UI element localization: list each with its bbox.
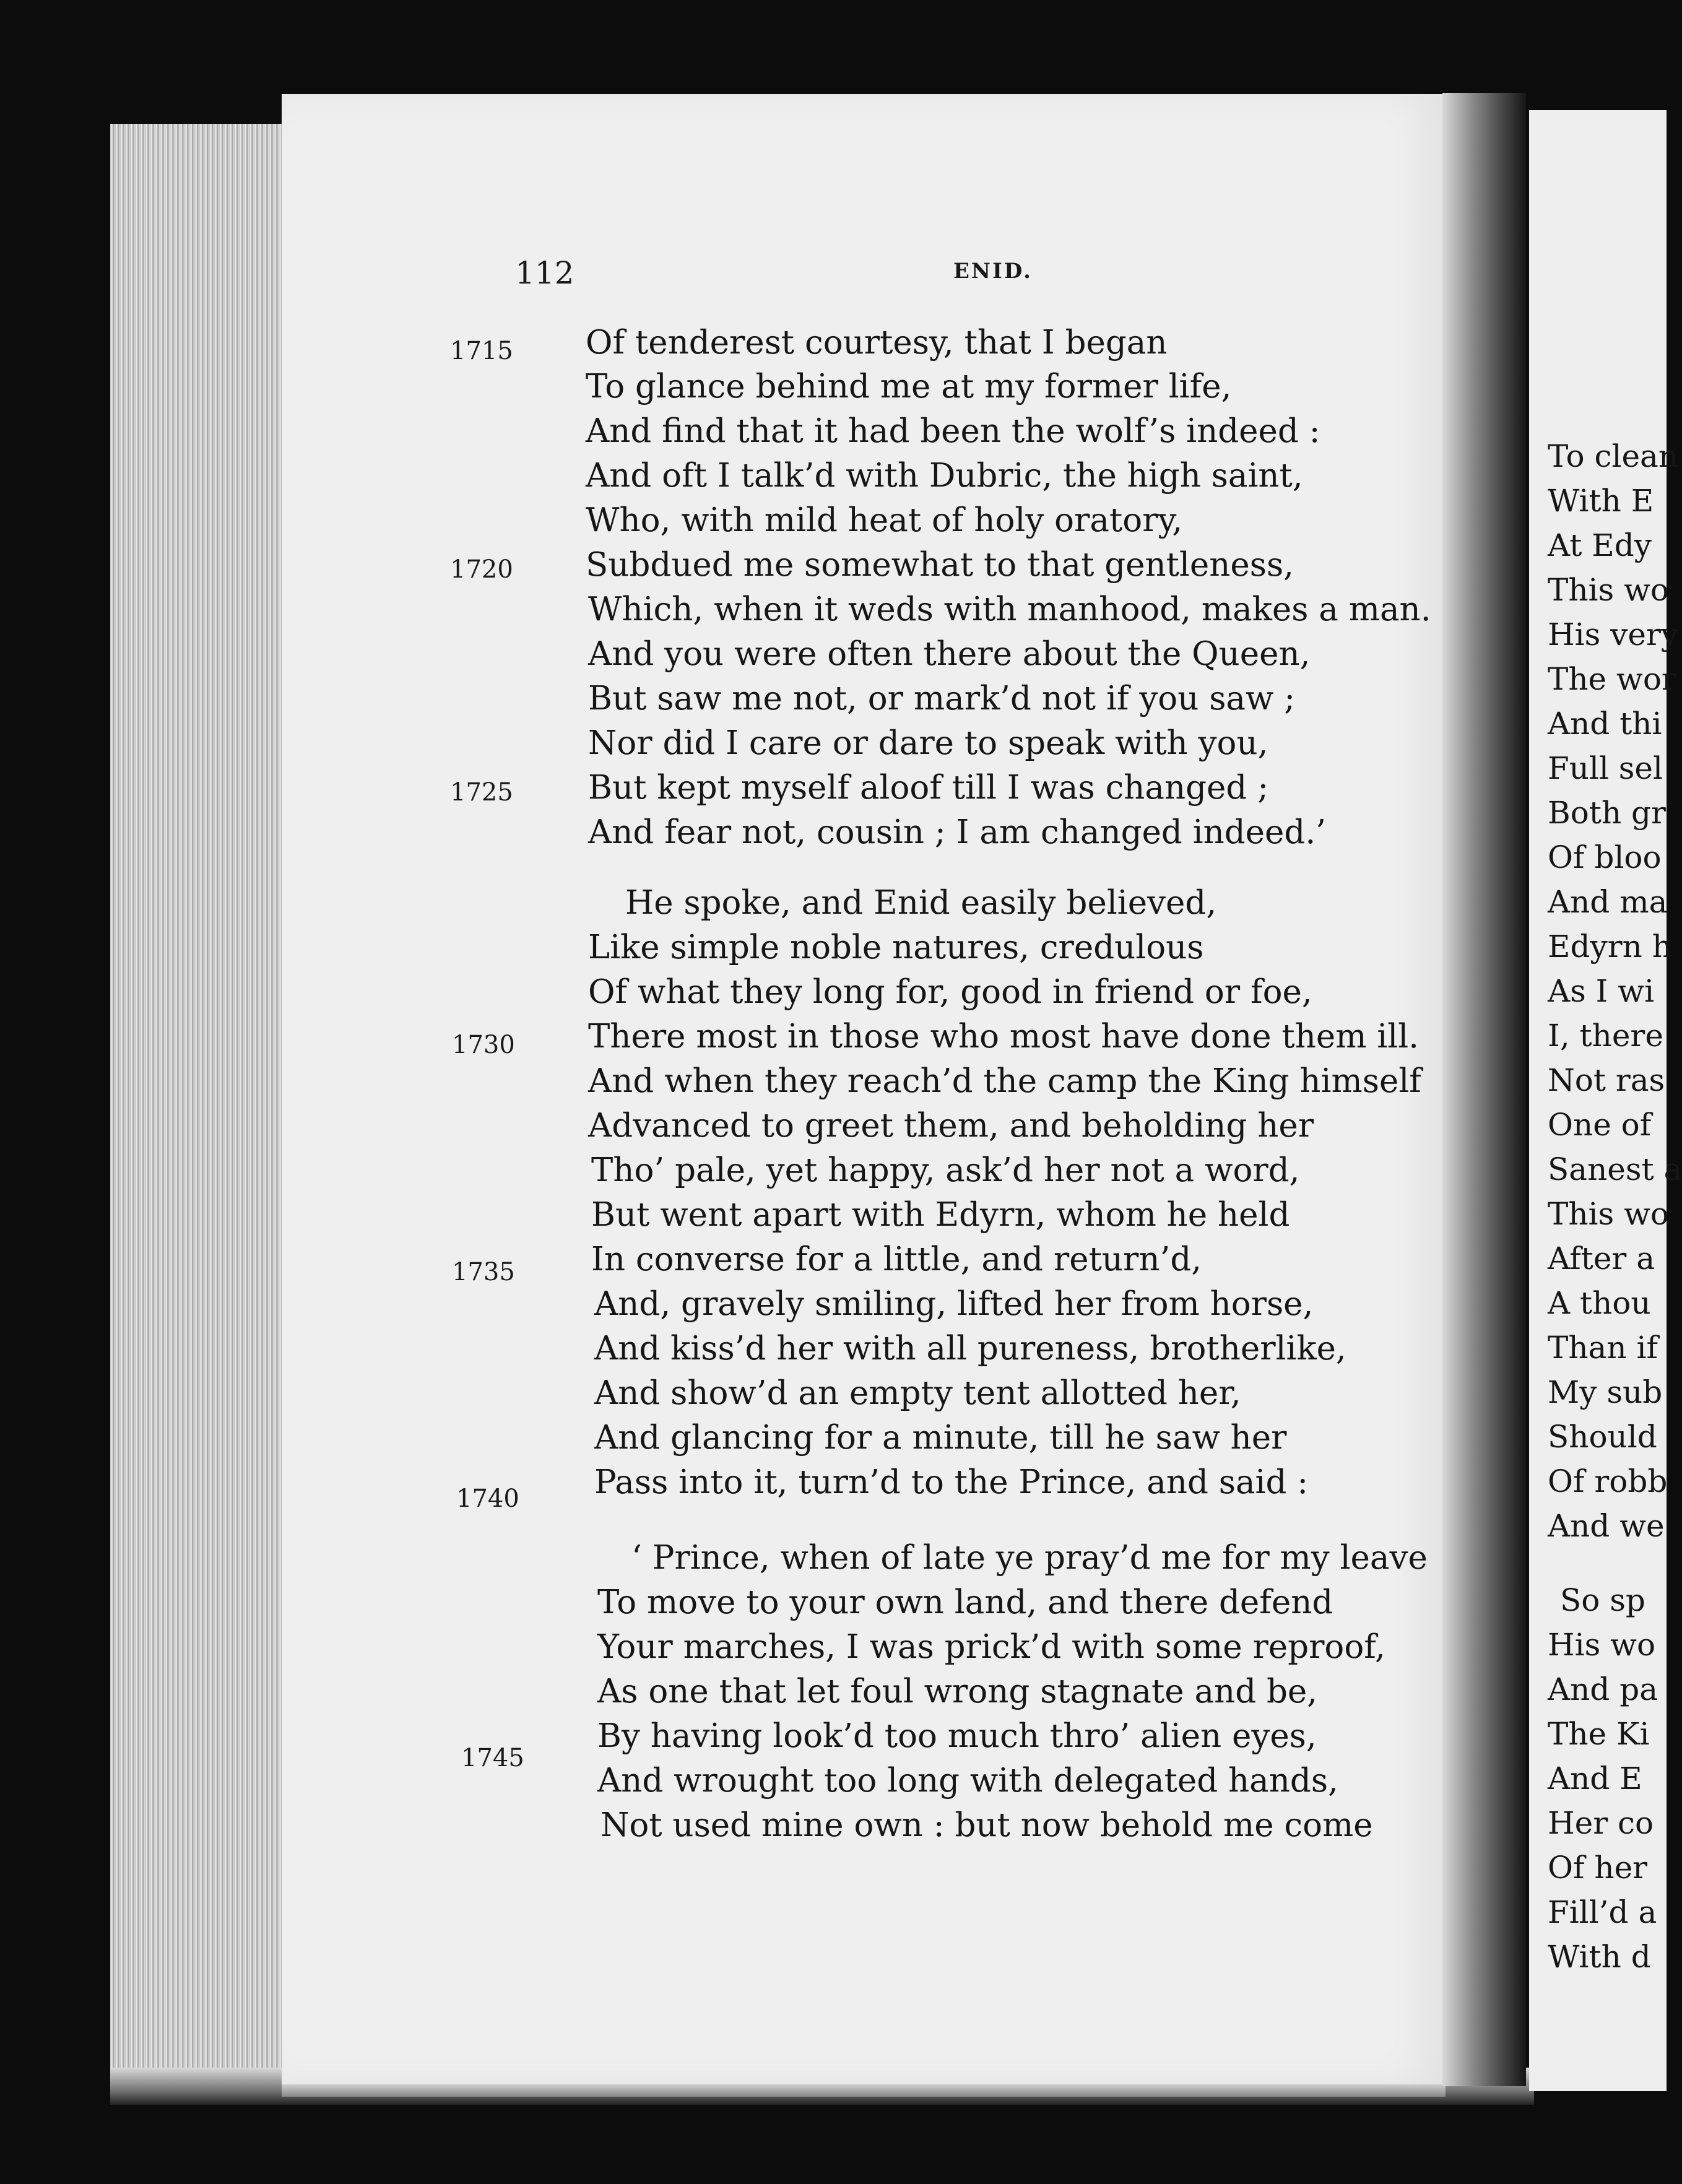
facing-line: This wo — [1548, 572, 1669, 608]
facing-line: Sanest a — [1548, 1151, 1682, 1187]
facing-line: Her co — [1548, 1805, 1654, 1841]
verse-line: Tho’ pale, yet happy, ask’d her not a word, — [591, 1151, 1300, 1189]
verse-line: To glance behind me at my former life, — [586, 368, 1232, 405]
verse-line: And glancing for a minute, till he saw her — [594, 1419, 1287, 1457]
verse-line: There most in those who most have done them ill. — [588, 1018, 1420, 1055]
facing-line: And thi — [1548, 706, 1662, 742]
verse-line: But went apart with Edyrn, whom he held — [591, 1196, 1290, 1234]
facing-line: After a — [1548, 1241, 1655, 1276]
line-number: 1740 — [456, 1484, 519, 1513]
facing-line: To clean — [1548, 438, 1679, 474]
verse-line: And you were often there about the Queen, — [588, 635, 1311, 673]
verse-line: Your marches, I was prick’d with some reproof, — [597, 1628, 1385, 1666]
facing-line: With E — [1548, 483, 1654, 519]
verse-line: And, gravely smiling, lifted her from horse, — [594, 1285, 1314, 1323]
facing-line: Full sel — [1548, 750, 1663, 786]
facing-line: Of robb — [1548, 1463, 1668, 1499]
line-number: 1725 — [450, 778, 513, 807]
page-number: 112 — [515, 255, 574, 291]
facing-line: Not ras — [1548, 1062, 1665, 1098]
book-gutter — [1442, 93, 1526, 2086]
facing-line: So sp — [1560, 1582, 1645, 1618]
verse-line: In converse for a little, and return’d, — [591, 1241, 1202, 1278]
verse-line: By having look’d too much thro’ alien eyes, — [597, 1717, 1317, 1755]
facing-line: The Ki — [1548, 1716, 1650, 1752]
verse-line: To move to your own land, and there defend — [597, 1584, 1333, 1621]
verse-line: And show’d an empty tent allotted her, — [594, 1374, 1241, 1412]
facing-line: I, there — [1548, 1018, 1663, 1054]
facing-line: The wor — [1548, 661, 1676, 697]
facing-line: Both gr — [1548, 795, 1666, 831]
verse-line: But kept myself aloof till I was changed ; — [588, 769, 1269, 807]
facing-line: And pa — [1548, 1671, 1658, 1707]
line-number: 1715 — [450, 337, 513, 365]
verse-line: And wrought too long with delegated hands, — [597, 1762, 1338, 1800]
running-head: ENID. — [953, 259, 1033, 284]
facing-line: Fill’d a — [1548, 1894, 1657, 1930]
facing-line: His very — [1548, 617, 1679, 652]
facing-line: And E — [1548, 1761, 1642, 1796]
verse-line: And find that it had been the wolf’s indeed : — [586, 412, 1320, 450]
line-number: 1730 — [452, 1031, 515, 1059]
facing-line: Of bloo — [1548, 839, 1662, 875]
verse-line: ‘ Prince, when of late ye pray’d me for my leave — [631, 1539, 1428, 1577]
page-edges-stack — [110, 124, 308, 2092]
line-number: 1745 — [461, 1744, 524, 1772]
verse-line: But saw me not, or mark’d not if you saw ; — [588, 680, 1296, 717]
verse-line: And fear not, cousin ; I am changed indeed.’ — [588, 813, 1327, 851]
verse-line: Like simple noble natures, credulous — [588, 929, 1204, 966]
facing-line: With d — [1548, 1939, 1651, 1975]
verse-line: Of what they long for, good in friend or foe, — [588, 973, 1312, 1011]
facing-line: Than if — [1548, 1330, 1658, 1366]
book-page-right-fragment — [1529, 110, 1682, 2091]
verse-line: He spoke, and Enid easily believed, — [625, 884, 1217, 922]
facing-line: And we — [1548, 1508, 1665, 1544]
verse-line: Subdued me somewhat to that gentleness, — [586, 546, 1294, 584]
facing-line: And ma — [1548, 884, 1668, 920]
verse-line: And when they reach’d the camp the King himself — [588, 1062, 1421, 1100]
page-bottom-edge — [282, 2084, 1446, 2097]
facing-line: Of her — [1548, 1850, 1648, 1886]
verse-line: Advanced to greet them, and beholding her — [588, 1107, 1314, 1145]
facing-line: His wo — [1548, 1627, 1656, 1663]
verse-line: Not used mine own : but now behold me come — [600, 1806, 1373, 1844]
verse-line: Pass into it, turn’d to the Prince, and said : — [594, 1463, 1309, 1501]
verse-line: Of tenderest courtesy, that I began — [586, 324, 1168, 362]
facing-line: One of — [1548, 1107, 1652, 1143]
facing-line: As I wi — [1548, 973, 1655, 1009]
line-number: 1735 — [452, 1258, 515, 1286]
facing-line: This wo — [1548, 1196, 1669, 1232]
verse-line: As one that let foul wrong stagnate and be, — [597, 1673, 1318, 1710]
verse-line: Who, with mild heat of holy oratory, — [586, 501, 1183, 539]
verse-line: And kiss’d her with all pureness, brotherlike, — [594, 1330, 1346, 1367]
facing-line: Edyrn h — [1548, 929, 1672, 964]
verse-line: And oft I talk’d with Dubric, the high saint, — [586, 457, 1303, 495]
verse-line: Nor did I care or dare to speak with you, — [588, 724, 1268, 762]
facing-line: My sub — [1548, 1374, 1663, 1410]
facing-line: Should — [1548, 1419, 1657, 1455]
facing-line: A thou — [1548, 1285, 1651, 1321]
verse-line: Which, when it weds with manhood, makes a man. — [588, 591, 1431, 628]
facing-line: At Edy — [1548, 527, 1652, 563]
line-number: 1720 — [450, 555, 513, 584]
